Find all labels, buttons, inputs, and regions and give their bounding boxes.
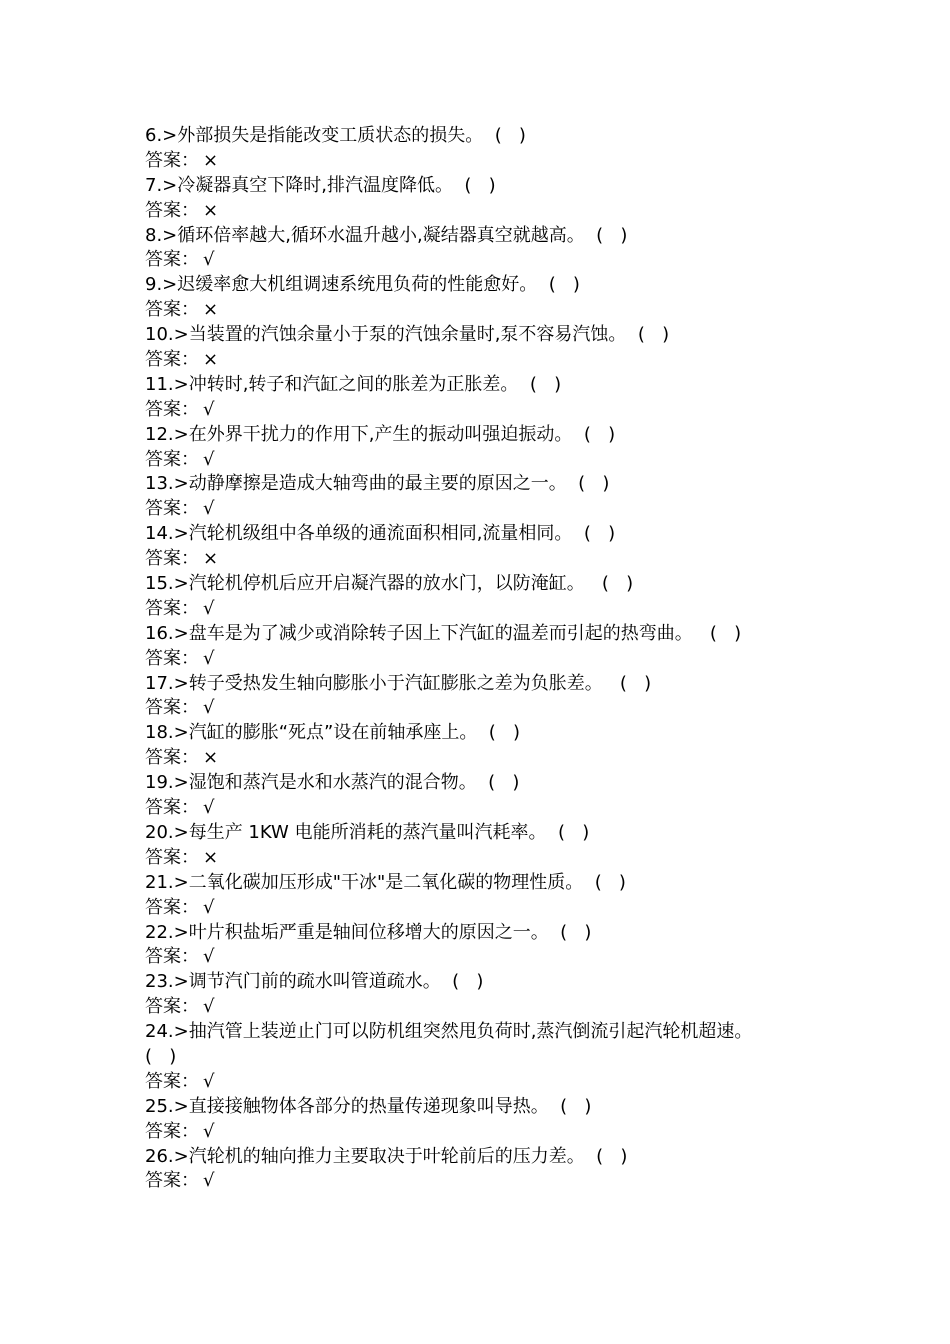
- question-line: [145, 124, 925, 149]
- answer-label: 答案：: [145, 199, 199, 221]
- answer-blank: ( ): [583, 871, 626, 893]
- answer-line: [145, 398, 925, 423]
- answer-label: 答案：: [145, 946, 199, 968]
- question-line: [145, 273, 925, 298]
- answer-label: 答案：: [145, 697, 199, 719]
- question-line: [145, 622, 925, 647]
- answer-label: 答案：: [145, 896, 199, 918]
- question-line-wrap: [145, 1045, 925, 1070]
- answer-line: [145, 995, 925, 1020]
- answer-blank: ( ): [572, 523, 616, 545]
- question-text: 24.>抽汽管上装逆止门可以防机组突然甩负荷时,蒸汽倒流引起汽轮机超速。: [145, 1021, 753, 1043]
- answer-mark: √: [203, 1120, 215, 1142]
- answer-blank: ( ): [548, 1095, 592, 1117]
- answer-label: 答案：: [145, 299, 199, 321]
- question-text: 11.>冲转时,转子和汽缸之间的胀差为正胀差。: [145, 373, 519, 395]
- question-text: 10.>当装置的汽蚀余量小于泵的汽蚀余量时,泵不容易汽蚀。: [145, 324, 627, 346]
- answer-mark: ×: [203, 149, 219, 171]
- answer-line: [145, 298, 925, 323]
- answer-mark: ×: [203, 548, 219, 570]
- question-text: 18.>汽缸的膨胀“死点”设在前轴承座上。: [145, 722, 478, 744]
- question-line: [145, 821, 925, 846]
- question-text: 20.>每生产 1KW 电能所消耗的蒸汽量叫汽耗率。: [145, 821, 547, 843]
- question-text: 9.>迟缓率愈大机组调速系统甩负荷的性能愈好。: [145, 274, 538, 296]
- answer-label: 答案：: [145, 498, 199, 520]
- answer-blank: ( ): [483, 125, 526, 146]
- answer-line: [145, 448, 925, 473]
- answer-mark: √: [203, 1070, 215, 1092]
- answer-mark: ×: [203, 747, 219, 769]
- answer-line: [145, 647, 925, 672]
- answer-mark: √: [203, 249, 215, 271]
- question-text: 21.>二氧化碳加压形成"干冰"是二氧化碳的物理性质。: [145, 871, 584, 893]
- question-text: 23.>调节汽门前的疏水叫管道疏水。: [145, 971, 441, 993]
- answer-blank: ( ): [602, 672, 652, 694]
- answer-mark: √: [203, 398, 215, 420]
- answer-blank: ( ): [626, 324, 670, 346]
- answer-blank: ( ): [572, 423, 616, 445]
- question-text: 22.>叶片积盐垢严重是轴间位移增大的原因之一。: [145, 921, 549, 943]
- answer-blank: ( ): [145, 1045, 177, 1067]
- answer-line: [145, 746, 925, 771]
- question-text: 7.>冷凝器真空下降时,排汽温度降低。: [145, 174, 453, 196]
- answer-mark: √: [203, 697, 215, 719]
- question-line: [145, 871, 925, 896]
- question-line: [145, 1095, 925, 1120]
- question-text: 14.>汽轮机级组中各单级的通流面积相同,流量相同。: [145, 523, 573, 545]
- answer-mark: ×: [203, 199, 219, 221]
- answer-line: [145, 1070, 925, 1095]
- answer-line: [145, 945, 925, 970]
- answer-line: [145, 696, 925, 721]
- answer-mark: √: [203, 946, 215, 968]
- answer-blank: ( ): [518, 373, 562, 395]
- answer-label: 答案：: [145, 249, 199, 271]
- answer-label: 答案：: [145, 996, 199, 1018]
- answer-line: [145, 796, 925, 821]
- question-line: [145, 1020, 925, 1045]
- answer-label: 答案：: [145, 548, 199, 570]
- answer-blank: ( ): [548, 921, 592, 943]
- answer-line: [145, 1169, 925, 1194]
- answer-blank: ( ): [477, 722, 521, 744]
- question-text: 16.>盘车是为了减少或消除转子因上下汽缸的温差而引起的热弯曲。: [145, 622, 693, 644]
- question-text: 13.>动静摩擦是造成大轴弯曲的最主要的原因之一。: [145, 473, 567, 495]
- question-text: 26.>汽轮机的轴向推力主要取决于叶轮前后的压力差。: [145, 1145, 585, 1167]
- answer-mark: √: [203, 498, 215, 520]
- question-text: 17.>转子受热发生轴向膨胀小于汽缸膨胀之差为负胀差。: [145, 672, 603, 694]
- answer-blank: ( ): [452, 174, 496, 196]
- answer-line: [145, 846, 925, 871]
- answer-mark: ×: [203, 846, 219, 868]
- answer-blank: ( ): [440, 971, 484, 993]
- answer-blank: ( ): [584, 224, 628, 246]
- answer-blank: ( ): [692, 622, 742, 644]
- question-line: [145, 721, 925, 746]
- question-line: [145, 174, 925, 199]
- answer-blank: ( ): [546, 821, 590, 843]
- answer-label: 答案：: [145, 846, 199, 868]
- answer-mark: √: [203, 597, 215, 619]
- answer-mark: √: [203, 647, 215, 669]
- question-text: 15.>汽轮机停机后应开启凝汽器的放水门，以防淹缸。: [145, 573, 585, 595]
- question-text: 12.>在外界干扰力的作用下,产生的振动叫强迫振动。: [145, 423, 573, 445]
- answer-line: [145, 149, 925, 174]
- question-line: [145, 224, 925, 249]
- answer-blank: ( ): [537, 274, 580, 296]
- answer-label: 答案：: [145, 1170, 199, 1192]
- question-line: [145, 472, 925, 497]
- answer-mark: ×: [203, 349, 219, 371]
- answer-label: 答案：: [145, 349, 199, 371]
- answer-line: [145, 896, 925, 921]
- answer-mark: √: [203, 448, 215, 470]
- question-line: [145, 522, 925, 547]
- answer-label: 答案：: [145, 398, 199, 420]
- question-line: [145, 572, 925, 597]
- question-line: [145, 373, 925, 398]
- question-text: 6.>外部损失是指能改变工质状态的损失。: [145, 125, 484, 146]
- answer-line: [145, 547, 925, 572]
- answer-label: 答案：: [145, 797, 199, 819]
- answer-label: 答案：: [145, 149, 199, 171]
- answer-label: 答案：: [145, 747, 199, 769]
- answer-blank: ( ): [566, 473, 610, 495]
- answer-mark: √: [203, 797, 215, 819]
- question-text: 8.>循环倍率越大,循环水温升越小,凝结器真空就越高。: [145, 224, 585, 246]
- answer-label: 答案：: [145, 597, 199, 619]
- question-line: [145, 970, 925, 995]
- answer-line: [145, 199, 925, 224]
- question-text: 19.>湿饱和蒸汽是水和水蒸汽的混合物。: [145, 772, 477, 794]
- answer-mark: √: [203, 1170, 215, 1192]
- answer-line: [145, 348, 925, 373]
- answer-blank: ( ): [476, 772, 520, 794]
- question-text: 25.>直接接触物体各部分的热量传递现象叫导热。: [145, 1095, 549, 1117]
- answer-blank: ( ): [584, 1145, 628, 1167]
- answer-mark: ×: [203, 299, 219, 321]
- document-page: [145, 124, 925, 1194]
- answer-line: [145, 248, 925, 273]
- answer-line: [145, 597, 925, 622]
- question-line: [145, 423, 925, 448]
- answer-line: [145, 1120, 925, 1145]
- answer-blank: ( ): [584, 573, 634, 595]
- question-line: [145, 1145, 925, 1170]
- question-line: [145, 771, 925, 796]
- question-line: [145, 921, 925, 946]
- answer-mark: √: [203, 996, 215, 1018]
- answer-label: 答案：: [145, 1070, 199, 1092]
- answer-line: [145, 497, 925, 522]
- answer-mark: √: [203, 896, 215, 918]
- question-line: [145, 672, 925, 697]
- question-line: [145, 323, 925, 348]
- answer-label: 答案：: [145, 647, 199, 669]
- answer-label: 答案：: [145, 1120, 199, 1142]
- answer-label: 答案：: [145, 448, 199, 470]
